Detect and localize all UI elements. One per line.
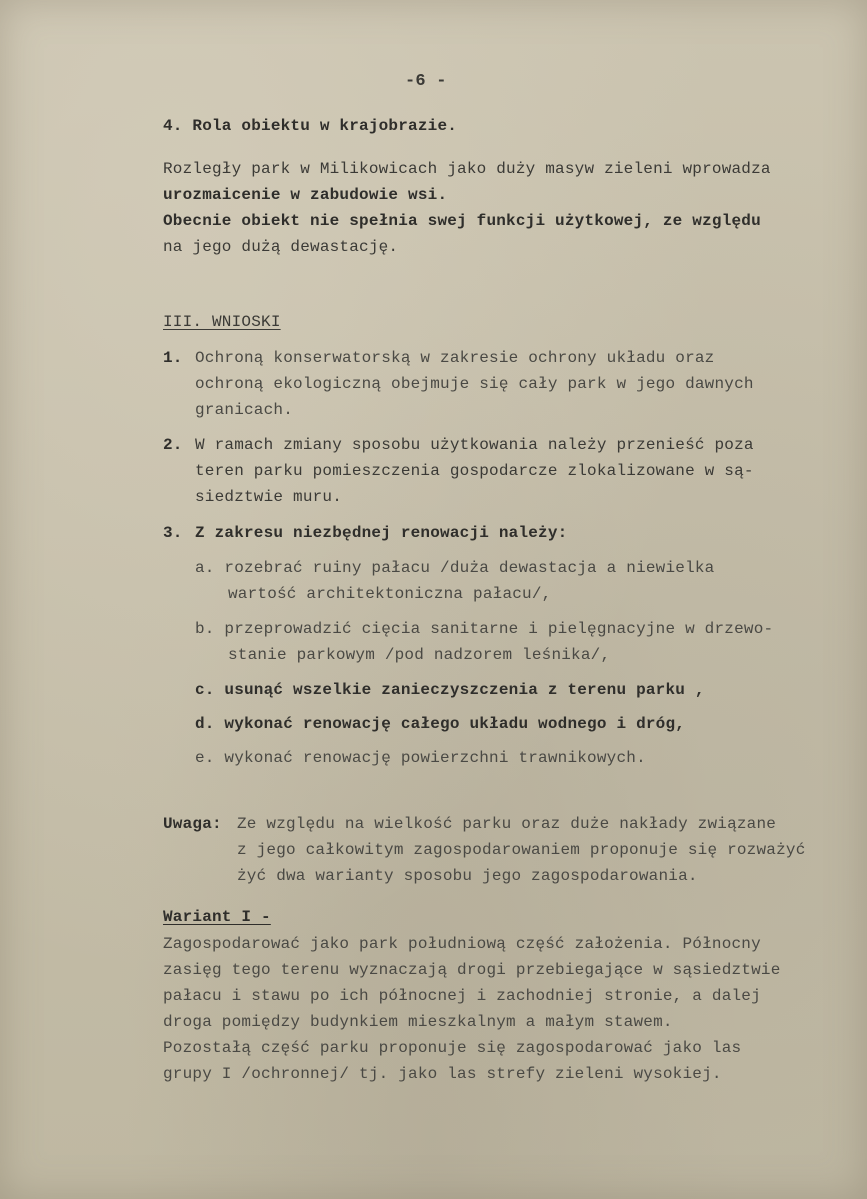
sub-item-d: d. wykonać renowację całego układu wodnego i dróg,: [195, 715, 686, 733]
note-line: Ze względu na wielkość parku oraz duże nakłady związane: [237, 815, 777, 833]
sub-item-b-cont: stanie parkowym /pod nadzorem leśnika/,: [228, 646, 611, 664]
paragraph-line: na jego dużą dewastację.: [163, 238, 399, 256]
variant-line: pałacu i stawu po ich północnej i zachodniej stronie, a dalej: [163, 987, 761, 1005]
list-number: 1.: [163, 349, 183, 367]
variant-line: Zagospodarować jako park południową część założenia. Północny: [163, 935, 761, 953]
note-line: z jego całkowitym zagospodarowaniem proponuje się rozważyć: [237, 841, 806, 859]
list-item-line: siedztwie muru.: [195, 488, 343, 506]
paragraph-line: Rozległy park w Milikowicach jako duży masyw zieleni wprowadza: [163, 160, 771, 178]
section-heading-rola: 4. Rola obiektu w krajobrazie.: [163, 117, 458, 135]
variant-line: zasięg tego terenu wyznaczają drogi przebiegające w sąsiedztwie: [163, 961, 781, 979]
paragraph-line: urozmaicenie w zabudowie wsi.: [163, 186, 448, 204]
sub-item-a-cont: wartość architektoniczna pałacu/,: [228, 585, 552, 603]
variant-heading: Wariant I -: [163, 908, 271, 926]
list-item-line: W ramach zmiany sposobu użytkowania należy przenieść poza: [195, 436, 754, 454]
list-item-line: teren parku pomieszczenia gospodarcze zlokalizowane w są-: [195, 462, 754, 480]
variant-line: Pozostałą część parku proponuje się zagospodarować jako las: [163, 1039, 742, 1057]
sub-item-a: a. rozebrać ruiny pałacu /duża dewastacja a niewielka: [195, 559, 715, 577]
sub-item-c: c. usunąć wszelkie zanieczyszczenia z terenu parku ,: [195, 681, 705, 699]
section-heading-wnioski: III. WNIOSKI: [163, 313, 281, 331]
paragraph-line: Obecnie obiekt nie spełnia swej funkcji użytkowej, ze względu: [163, 212, 761, 230]
sub-item-b: b. przeprowadzić cięcia sanitarne i pielęgnacyjne w drzewo-: [195, 620, 774, 638]
page-number: -6 -: [405, 72, 447, 91]
note-label: Uwaga:: [163, 815, 222, 833]
variant-line: grupy I /ochronnej/ tj. jako las strefy zieleni wysokiej.: [163, 1065, 722, 1083]
variant-line: droga pomiędzy budynkiem mieszkalnym a małym stawem.: [163, 1013, 673, 1031]
list-number: 2.: [163, 436, 183, 454]
list-item-line: Ochroną konserwatorską w zakresie ochrony układu oraz: [195, 349, 715, 367]
list-item-line: granicach.: [195, 401, 294, 419]
list-item-intro: Z zakresu niezbędnej renowacji należy:: [195, 524, 568, 542]
note-line: żyć dwa warianty sposobu jego zagospodarowania.: [237, 867, 698, 885]
list-item-line: ochroną ekologiczną obejmuje się cały park w jego dawnych: [195, 375, 754, 393]
list-number: 3.: [163, 524, 183, 542]
sub-item-e: e. wykonać renowację powierzchni trawnikowych.: [195, 749, 646, 767]
